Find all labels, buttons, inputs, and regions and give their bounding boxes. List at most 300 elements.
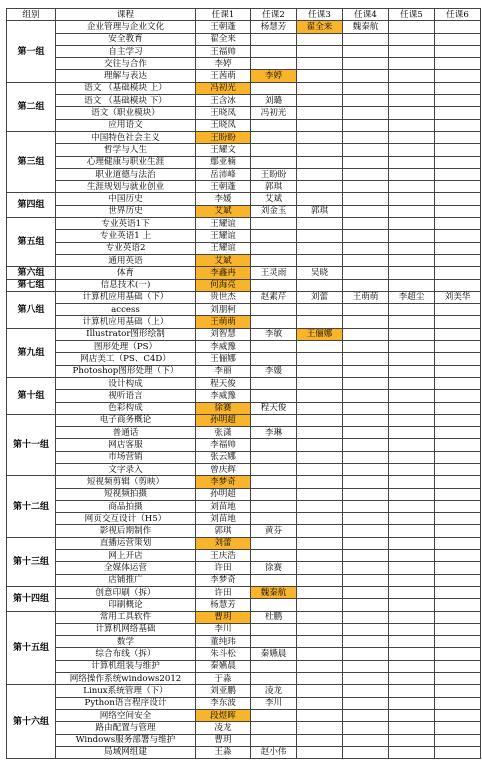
teacher-cell bbox=[389, 562, 435, 574]
teacher-cell bbox=[343, 267, 389, 279]
table-row bbox=[7, 168, 481, 180]
teacher-cell: 魏秦航 bbox=[251, 586, 297, 598]
group-name-cell: 第十五组 bbox=[7, 611, 56, 685]
teacher-cell: 张潇 bbox=[196, 427, 251, 439]
table-row bbox=[7, 451, 481, 463]
teacher-cell bbox=[389, 746, 435, 758]
teacher-cell: 王耀谊 bbox=[196, 230, 251, 242]
teacher-cell: 许田 bbox=[196, 562, 251, 574]
teacher-cell bbox=[435, 697, 481, 709]
teacher-cell bbox=[343, 648, 389, 660]
course-cell: 全媒体运营 bbox=[56, 562, 196, 574]
teacher-cell bbox=[435, 107, 481, 119]
teacher-cell bbox=[343, 45, 389, 57]
teacher-cell bbox=[251, 476, 297, 488]
teacher-cell bbox=[297, 697, 343, 709]
group-name-cell: 第一组 bbox=[7, 21, 56, 82]
course-cell: 网页交互设计（H5） bbox=[56, 513, 196, 525]
teacher-cell bbox=[435, 144, 481, 156]
teacher-cell bbox=[297, 70, 343, 82]
teacher-cell bbox=[343, 168, 389, 180]
teacher-cell bbox=[389, 131, 435, 143]
teacher-cell: 郭琪 bbox=[297, 205, 343, 217]
table-row bbox=[7, 722, 481, 734]
teacher-cell: 王朝蓬 bbox=[196, 181, 251, 193]
teacher-cell bbox=[251, 722, 297, 734]
teacher-cell bbox=[435, 476, 481, 488]
course-cell: 图形处理（PS） bbox=[56, 341, 196, 353]
table-row bbox=[7, 586, 481, 598]
teacher-cell bbox=[343, 144, 389, 156]
group-name-cell: 第十四组 bbox=[7, 586, 56, 611]
course-cell: 中国历史 bbox=[56, 193, 196, 205]
teacher-cell: 刘美华 bbox=[435, 291, 481, 303]
teacher-cell bbox=[435, 746, 481, 758]
teacher-cell: 翟全来 bbox=[196, 33, 251, 45]
teacher-cell: 段煜晖 bbox=[196, 709, 251, 721]
teacher-cell: 王灵雨 bbox=[251, 267, 297, 279]
teacher-cell: 艾斌 bbox=[251, 193, 297, 205]
teacher-cell bbox=[435, 193, 481, 205]
teacher-cell bbox=[435, 365, 481, 377]
teacher-cell bbox=[297, 550, 343, 562]
course-cell: 综合布线（拆） bbox=[56, 648, 196, 660]
teacher-cell bbox=[389, 734, 435, 746]
teacher-cell bbox=[343, 574, 389, 586]
teacher-cell bbox=[389, 341, 435, 353]
teacher-cell bbox=[343, 156, 389, 168]
teacher-cell: 秦嬿晨 bbox=[196, 660, 251, 672]
group-name-cell: 第十六组 bbox=[7, 685, 56, 759]
teacher-cell bbox=[297, 746, 343, 758]
course-cell: 专业英语1下 bbox=[56, 218, 196, 230]
header-teacher-4: 任课4 bbox=[343, 9, 389, 21]
teacher-cell bbox=[343, 550, 389, 562]
teacher-cell bbox=[435, 316, 481, 328]
course-cell: 短视频拍摄 bbox=[56, 488, 196, 500]
course-cell: 生涯规划与就业创业 bbox=[56, 181, 196, 193]
teacher-cell bbox=[435, 599, 481, 611]
table-row bbox=[7, 353, 481, 365]
teacher-cell bbox=[251, 500, 297, 512]
teacher-cell: 王萌萌 bbox=[196, 316, 251, 328]
teacher-cell bbox=[343, 328, 389, 340]
teacher-cell bbox=[389, 500, 435, 512]
course-cell: 普通话 bbox=[56, 427, 196, 439]
table-row bbox=[7, 574, 481, 586]
teacher-cell bbox=[343, 599, 389, 611]
teacher-cell bbox=[343, 242, 389, 254]
teacher-cell: 李梦奇 bbox=[196, 574, 251, 586]
table-row bbox=[7, 660, 481, 672]
teacher-cell bbox=[435, 70, 481, 82]
table-row bbox=[7, 119, 481, 131]
table-row bbox=[7, 131, 481, 143]
teacher-cell: 翟全来 bbox=[297, 21, 343, 33]
table-row bbox=[7, 636, 481, 648]
teacher-cell: 魏秦航 bbox=[343, 21, 389, 33]
group-name-cell: 第十一组 bbox=[7, 414, 56, 475]
schedule-sheet bbox=[6, 8, 481, 759]
teacher-cell bbox=[389, 427, 435, 439]
teacher-cell bbox=[435, 205, 481, 217]
header-row bbox=[7, 9, 481, 21]
teacher-cell: 董纯玮 bbox=[196, 636, 251, 648]
teacher-cell: 刘朋柯 bbox=[196, 304, 251, 316]
course-cell: 印刷概论 bbox=[56, 599, 196, 611]
teacher-cell: 曹玥 bbox=[196, 734, 251, 746]
teacher-cell bbox=[297, 673, 343, 685]
teacher-cell bbox=[251, 574, 297, 586]
course-cell: 店铺推广 bbox=[56, 574, 196, 586]
teacher-cell bbox=[435, 550, 481, 562]
teacher-cell bbox=[297, 427, 343, 439]
course-cell: 网店客服 bbox=[56, 439, 196, 451]
teacher-cell bbox=[343, 58, 389, 70]
teacher-cell: 凌龙 bbox=[251, 685, 297, 697]
course-cell: 网络空间安全 bbox=[56, 709, 196, 721]
teacher-cell bbox=[343, 218, 389, 230]
course-cell: 安全教育 bbox=[56, 33, 196, 45]
table-row bbox=[7, 365, 481, 377]
teacher-cell: 刘蕾 bbox=[196, 537, 251, 549]
teacher-cell: 程天俊 bbox=[196, 377, 251, 389]
teacher-cell: 王庆浩 bbox=[196, 550, 251, 562]
table-row bbox=[7, 513, 481, 525]
teacher-cell bbox=[251, 279, 297, 291]
teacher-cell bbox=[389, 377, 435, 389]
course-cell: 心理健康与职业生涯 bbox=[56, 156, 196, 168]
teacher-cell: 曹玥 bbox=[196, 611, 251, 623]
course-cell: 通用英语 bbox=[56, 254, 196, 266]
teacher-cell: 杨慧芳 bbox=[251, 21, 297, 33]
course-cell: 视听语言 bbox=[56, 390, 196, 402]
teacher-cell bbox=[389, 45, 435, 57]
table-row bbox=[7, 144, 481, 156]
teacher-cell bbox=[435, 21, 481, 33]
table-row bbox=[7, 107, 481, 119]
teacher-cell bbox=[297, 242, 343, 254]
teacher-cell: 鄢亚楠 bbox=[196, 156, 251, 168]
teacher-cell: 李婷 bbox=[251, 70, 297, 82]
teacher-cell bbox=[389, 402, 435, 414]
teacher-cell bbox=[435, 722, 481, 734]
teacher-cell bbox=[297, 304, 343, 316]
teacher-cell bbox=[343, 414, 389, 426]
table-row bbox=[7, 402, 481, 414]
teacher-cell bbox=[343, 500, 389, 512]
teacher-cell: 徐赛 bbox=[196, 402, 251, 414]
teacher-cell bbox=[389, 697, 435, 709]
teacher-cell bbox=[389, 21, 435, 33]
group-name-cell: 第六组 bbox=[7, 267, 56, 279]
teacher-cell bbox=[389, 488, 435, 500]
teacher-cell bbox=[251, 636, 297, 648]
teacher-cell bbox=[389, 623, 435, 635]
teacher-cell: 何海亮 bbox=[196, 279, 251, 291]
teacher-cell bbox=[435, 304, 481, 316]
table-row bbox=[7, 427, 481, 439]
teacher-cell: 李梦奇 bbox=[196, 476, 251, 488]
teacher-cell bbox=[297, 586, 343, 598]
teacher-cell: 李东波 bbox=[196, 697, 251, 709]
course-cell: 中国特色社会主义 bbox=[56, 131, 196, 143]
teacher-cell bbox=[435, 586, 481, 598]
teacher-cell bbox=[435, 402, 481, 414]
teacher-cell bbox=[251, 45, 297, 57]
teacher-cell bbox=[343, 316, 389, 328]
table-row bbox=[7, 218, 481, 230]
teacher-cell bbox=[389, 193, 435, 205]
teacher-cell bbox=[297, 500, 343, 512]
teacher-cell: 王俪娜 bbox=[196, 353, 251, 365]
teacher-cell bbox=[435, 341, 481, 353]
course-cell: access bbox=[56, 304, 196, 316]
teacher-cell bbox=[297, 562, 343, 574]
teacher-cell bbox=[435, 414, 481, 426]
teacher-cell bbox=[251, 341, 297, 353]
teacher-cell bbox=[343, 107, 389, 119]
teacher-cell bbox=[435, 611, 481, 623]
teacher-cell bbox=[297, 95, 343, 107]
teacher-cell bbox=[435, 119, 481, 131]
teacher-cell bbox=[297, 574, 343, 586]
teacher-cell bbox=[297, 144, 343, 156]
teacher-cell bbox=[389, 181, 435, 193]
teacher-cell bbox=[435, 254, 481, 266]
teacher-cell bbox=[389, 144, 435, 156]
teacher-cell bbox=[435, 463, 481, 475]
teacher-cell bbox=[251, 33, 297, 45]
table-row bbox=[7, 70, 481, 82]
table-row bbox=[7, 291, 481, 303]
table-row bbox=[7, 500, 481, 512]
teacher-cell bbox=[343, 463, 389, 475]
header-teacher-6: 任课6 bbox=[435, 9, 481, 21]
teacher-cell bbox=[389, 574, 435, 586]
teacher-cell bbox=[435, 734, 481, 746]
teacher-cell bbox=[435, 328, 481, 340]
teacher-cell: 刘苗地 bbox=[196, 500, 251, 512]
teacher-cell: 李鑫冉 bbox=[196, 267, 251, 279]
teacher-cell bbox=[251, 82, 297, 94]
table-row bbox=[7, 746, 481, 758]
teacher-cell: 郭琪 bbox=[196, 525, 251, 537]
teacher-cell bbox=[343, 611, 389, 623]
teacher-cell bbox=[389, 525, 435, 537]
table-row bbox=[7, 341, 481, 353]
course-cell: 影视后期制作 bbox=[56, 525, 196, 537]
teacher-cell: 李威豫 bbox=[196, 390, 251, 402]
table-row bbox=[7, 95, 481, 107]
teacher-cell bbox=[435, 636, 481, 648]
teacher-cell bbox=[389, 550, 435, 562]
teacher-cell bbox=[435, 168, 481, 180]
course-cell: 企业管理与企业文化 bbox=[56, 21, 196, 33]
teacher-cell bbox=[435, 648, 481, 660]
course-cell: Linux系统管理（下） bbox=[56, 685, 196, 697]
teacher-cell bbox=[251, 119, 297, 131]
teacher-cell: 张云娜 bbox=[196, 451, 251, 463]
teacher-cell bbox=[343, 230, 389, 242]
teacher-cell bbox=[389, 636, 435, 648]
teacher-cell bbox=[297, 353, 343, 365]
teacher-cell bbox=[435, 451, 481, 463]
teacher-cell bbox=[251, 623, 297, 635]
teacher-cell: 王俪娜 bbox=[297, 328, 343, 340]
header-teacher-2: 任课2 bbox=[251, 9, 297, 21]
teacher-cell bbox=[435, 95, 481, 107]
teacher-cell bbox=[343, 685, 389, 697]
teacher-cell bbox=[251, 599, 297, 611]
teacher-cell bbox=[297, 451, 343, 463]
teacher-cell bbox=[435, 218, 481, 230]
teacher-cell bbox=[297, 390, 343, 402]
teacher-cell bbox=[389, 95, 435, 107]
teacher-cell bbox=[389, 414, 435, 426]
teacher-cell bbox=[297, 45, 343, 57]
group-name-cell: 第二组 bbox=[7, 82, 56, 131]
teacher-cell: 刘蕾 bbox=[297, 291, 343, 303]
teacher-cell bbox=[343, 513, 389, 525]
table-row bbox=[7, 550, 481, 562]
teacher-cell bbox=[435, 525, 481, 537]
table-row bbox=[7, 611, 481, 623]
course-cell: 职业道德与法治 bbox=[56, 168, 196, 180]
course-cell: 专业英语1 上 bbox=[56, 230, 196, 242]
course-cell: 语文 （基础模块 上） bbox=[56, 82, 196, 94]
teacher-cell bbox=[343, 734, 389, 746]
teacher-cell: 王茜萌 bbox=[196, 70, 251, 82]
teacher-cell bbox=[343, 586, 389, 598]
teacher-cell bbox=[297, 488, 343, 500]
teacher-cell bbox=[251, 377, 297, 389]
teacher-cell bbox=[435, 181, 481, 193]
teacher-cell bbox=[251, 316, 297, 328]
teacher-cell bbox=[343, 537, 389, 549]
teacher-cell bbox=[343, 660, 389, 672]
teacher-cell bbox=[297, 648, 343, 660]
teacher-cell bbox=[435, 660, 481, 672]
teacher-cell: 孙明超 bbox=[196, 488, 251, 500]
course-cell: 直播运营策划 bbox=[56, 537, 196, 549]
teacher-cell bbox=[251, 131, 297, 143]
teacher-cell bbox=[389, 611, 435, 623]
teacher-cell bbox=[297, 439, 343, 451]
teacher-cell bbox=[343, 488, 389, 500]
course-cell: Illustrator图形绘制 bbox=[56, 328, 196, 340]
course-cell: 路由配置与管理 bbox=[56, 722, 196, 734]
teacher-cell bbox=[343, 451, 389, 463]
teacher-cell bbox=[297, 402, 343, 414]
teacher-cell bbox=[435, 562, 481, 574]
teacher-cell bbox=[435, 131, 481, 143]
table-row bbox=[7, 193, 481, 205]
teacher-cell bbox=[297, 476, 343, 488]
teacher-cell: 王福帅 bbox=[196, 45, 251, 57]
teacher-cell: 李敏 bbox=[251, 328, 297, 340]
teacher-cell: 冯初光 bbox=[196, 82, 251, 94]
teacher-cell bbox=[251, 463, 297, 475]
teacher-cell bbox=[389, 660, 435, 672]
table-row bbox=[7, 45, 481, 57]
teacher-cell: 赵素芹 bbox=[251, 291, 297, 303]
teacher-cell bbox=[297, 599, 343, 611]
teacher-cell bbox=[343, 476, 389, 488]
teacher-cell bbox=[297, 82, 343, 94]
teacher-cell bbox=[297, 107, 343, 119]
teacher-cell bbox=[297, 414, 343, 426]
teacher-cell: 刘金玉 bbox=[251, 205, 297, 217]
table-row bbox=[7, 21, 481, 33]
teacher-cell: 王盼盼 bbox=[196, 131, 251, 143]
teacher-cell bbox=[297, 377, 343, 389]
table-row bbox=[7, 463, 481, 475]
teacher-cell bbox=[389, 451, 435, 463]
teacher-cell bbox=[389, 33, 435, 45]
table-row bbox=[7, 58, 481, 70]
course-cell: 应用语文 bbox=[56, 119, 196, 131]
teacher-cell bbox=[251, 550, 297, 562]
teacher-cell: 李婷 bbox=[196, 58, 251, 70]
teacher-cell bbox=[297, 218, 343, 230]
teacher-cell bbox=[389, 168, 435, 180]
teacher-cell bbox=[435, 623, 481, 635]
teacher-cell bbox=[435, 242, 481, 254]
course-cell: 计算机网络基础 bbox=[56, 623, 196, 635]
teacher-cell bbox=[389, 463, 435, 475]
teacher-cell bbox=[251, 660, 297, 672]
course-cell: 计算机应用基础（下） bbox=[56, 291, 196, 303]
teacher-cell bbox=[435, 439, 481, 451]
teacher-cell bbox=[251, 537, 297, 549]
teacher-cell bbox=[343, 722, 389, 734]
teacher-cell bbox=[389, 254, 435, 266]
course-cell: 网店美工（PS、C4D） bbox=[56, 353, 196, 365]
course-cell: Python语言程序设计 bbox=[56, 697, 196, 709]
teacher-cell bbox=[435, 673, 481, 685]
teacher-cell bbox=[343, 254, 389, 266]
teacher-cell: 李媛 bbox=[251, 365, 297, 377]
teacher-cell: 贵世杰 bbox=[196, 291, 251, 303]
teacher-cell bbox=[343, 365, 389, 377]
teacher-cell: 徐赛 bbox=[251, 562, 297, 574]
teacher-cell bbox=[343, 33, 389, 45]
group-name-cell: 第八组 bbox=[7, 291, 56, 328]
teacher-cell bbox=[389, 58, 435, 70]
teacher-cell bbox=[389, 205, 435, 217]
teacher-cell: 王耀谊 bbox=[196, 218, 251, 230]
teacher-cell bbox=[389, 70, 435, 82]
teacher-cell bbox=[343, 70, 389, 82]
teacher-cell bbox=[297, 660, 343, 672]
teacher-cell bbox=[389, 279, 435, 291]
teacher-cell bbox=[343, 402, 389, 414]
course-cell: Photoshop图形处理（下） bbox=[56, 365, 196, 377]
teacher-cell bbox=[343, 304, 389, 316]
teacher-cell bbox=[389, 107, 435, 119]
teacher-cell: 李川 bbox=[251, 697, 297, 709]
teacher-cell bbox=[251, 414, 297, 426]
teacher-cell bbox=[297, 33, 343, 45]
teacher-cell bbox=[297, 230, 343, 242]
teacher-cell bbox=[435, 377, 481, 389]
teacher-cell bbox=[389, 537, 435, 549]
teacher-cell bbox=[297, 525, 343, 537]
teacher-cell bbox=[297, 316, 343, 328]
teacher-cell bbox=[343, 390, 389, 402]
course-cell: 专业英语2 bbox=[56, 242, 196, 254]
